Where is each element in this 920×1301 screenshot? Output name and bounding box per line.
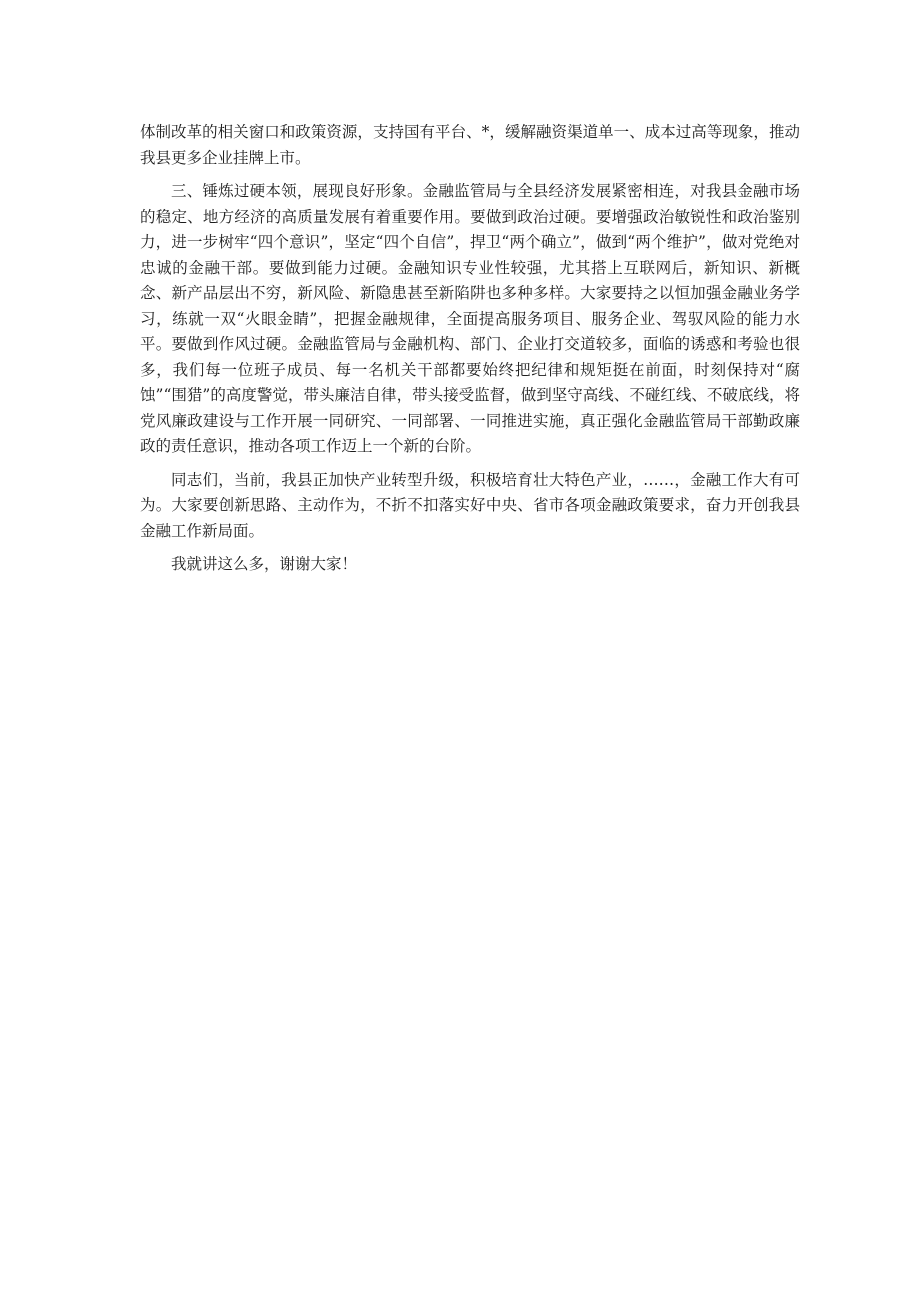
document-body — [140, 120, 800, 586]
paragraph-continuation: 体制改革的相关窗口和政策资源，支持国有平台、*，缓解融资渠道单一、成本过高等现象，推动我县更多企业挂牌上市。 — [140, 123, 800, 167]
paragraph-section-three: 三、锤炼过硬本领，展现良好形象。金融监管局与全县经济发展紧密相连，对我县金融市场的稳定、地方经济的高质量发展有着重要作用。要做到政治过硬。要增强政治敏锐性和政治鉴别力，进一步树牢“四个意识”，坚定“四个自信”，捍卫“两个确立”，做到“两个维护”，做对党绝对忠诚的金融干部。要做到能力过硬。金融知识专业性较强，尤其搭上互联网后，新知识、新概念、新产品层出不穷，新风险、新隐患甚至新陷阱也多种多样。大家要持之以恒加强金融业务学习，练就一双“火眼金睛”，把握金融规律，全面提高服务项目、服务企业、驾驭风险的能力水平。要做到作风过硬。金融监管局与金融机构、部门、企业打交道较多，面临的诱惑和考验也很多，我们每一位班子成员、每一名机关干部都要始终把纪律和规矩挺在前面，时刻保持对“腐蚀”“围猎”的高度警觉，带头廉洁自律，带头接受监督，做到坚守高线、不碰红线、不破底线，将党风廉政建设与工作开展一同研究、一同部署、一同推进实施，真正强化金融监管局干部勤政廉政的责任意识，推动各项工作迈上一个新的台阶。 — [140, 182, 800, 455]
paragraph-closing-remarks: 同志们，当前，我县正加快产业转型升级，积极培育壮大特色产业，……，金融工作大有可为。大家要创新思路、主动作为，不折不扣落实好中央、省市各项金融政策要求，奋力开创我县金融工作新局面。 — [140, 470, 800, 540]
paragraph-thanks: 我就讲这么多，谢谢大家！ — [171, 555, 358, 573]
